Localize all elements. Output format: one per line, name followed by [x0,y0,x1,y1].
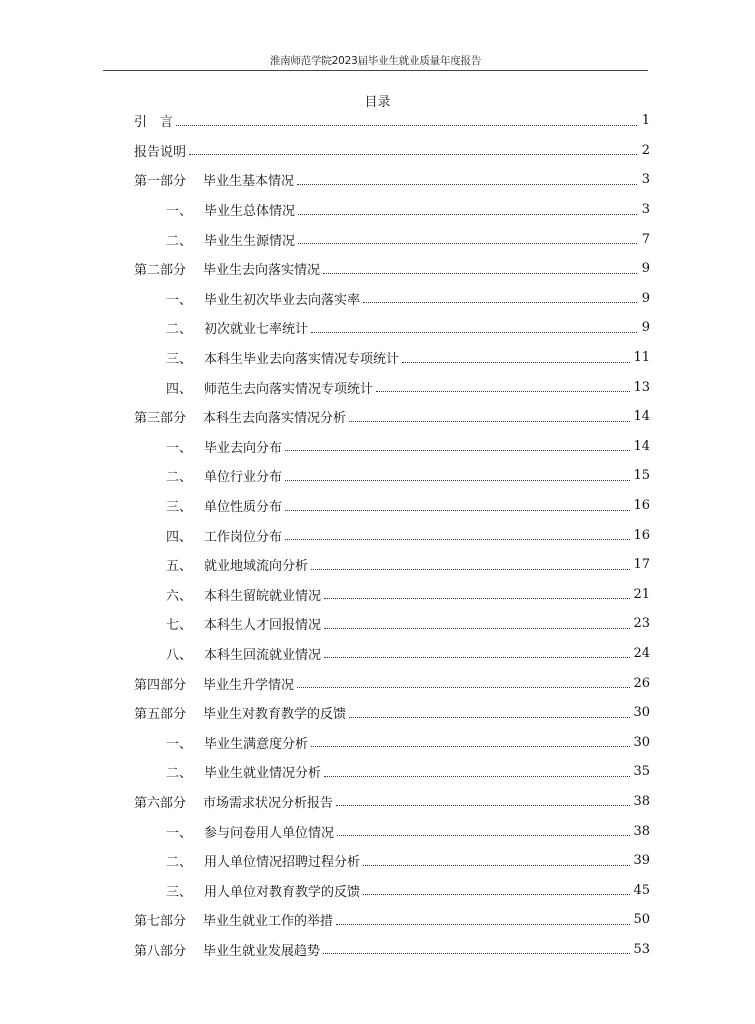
dot-leader [349,420,630,422]
toc-entry-number: 一、 [166,825,193,841]
toc-entry-label [166,496,282,515]
toc-entry-page-number: 24 [633,645,650,661]
toc-entry[interactable] [134,550,650,580]
toc-entry[interactable] [134,787,650,817]
toc-entry-label [166,822,334,841]
dot-leader [311,745,630,747]
toc-entry-number: 第七部分 [134,914,187,930]
toc-entry-page-number: 30 [633,734,650,750]
toc-entry-page-number: 11 [633,350,650,366]
dot-leader [323,952,630,954]
toc-entry-title: 本科生去向落实情况分析 [203,411,347,427]
toc-entry-label [166,526,282,545]
toc-entry-number: 四、 [166,529,193,545]
toc-entry-number: 第六部分 [134,795,187,811]
toc-entry-label [166,585,321,604]
toc-entry-page-number: 30 [633,705,650,721]
toc-entry-page-number: 35 [633,764,650,780]
toc-entry[interactable] [134,639,650,669]
dot-leader [285,538,630,540]
toc-entry-number: 三、 [166,884,193,900]
toc-entry-label [166,466,282,485]
dot-leader [298,213,637,215]
toc-entry[interactable] [134,372,650,402]
toc-entry[interactable] [134,757,650,787]
toc-entry[interactable] [134,461,650,491]
toc-entry[interactable] [134,224,650,254]
toc-entry-page-number: 16 [633,527,650,543]
toc-entry-title: 毕业生生源情况 [204,233,296,249]
toc-entry-page-number: 23 [633,616,650,632]
toc-entry-label [134,111,173,130]
toc-entry-number: 一、 [166,440,193,456]
toc-entry-label [134,792,333,811]
toc-entry-page-number: 15 [633,468,650,484]
toc-entry[interactable] [134,195,650,225]
dot-leader [324,627,630,629]
toc-entry[interactable] [134,284,650,314]
toc-entry-title: 本科生回流就业情况 [204,647,322,663]
toc-entry-title: 用人单位情况招聘过程分析 [204,855,361,871]
dot-leader [363,864,630,866]
toc-entry-title: 初次就业七率统计 [204,322,309,338]
header-rule [103,70,648,71]
toc-entry-title: 参与问卷用人单位情况 [204,825,335,841]
toc-entry[interactable] [134,136,650,166]
toc-entry[interactable] [134,816,650,846]
toc-entry[interactable] [134,491,650,521]
toc-entry-title: 毕业生升学情况 [203,677,295,693]
toc-entry-page-number: 9 [641,320,650,336]
toc-entry[interactable] [134,727,650,757]
toc-entry-page-number: 38 [633,793,650,809]
toc-entry[interactable] [134,935,650,965]
toc-entry-label [134,703,346,722]
toc-entry-label [134,141,186,160]
dot-leader [311,568,630,570]
toc-entry[interactable] [134,520,650,550]
toc-entry[interactable] [134,313,650,343]
toc-entry-label [166,851,360,870]
dot-leader [311,331,637,333]
toc-entry-page-number: 26 [633,675,650,691]
toc-entry[interactable] [134,580,650,610]
toc-entry-number: 五、 [166,559,193,575]
toc-entry-title: 毕业生就业发展趋势 [203,943,321,959]
toc-entry-label [166,200,295,219]
toc-entry-number: 四、 [166,381,193,397]
toc-entry-page-number: 53 [633,941,650,957]
toc-entry-label [166,378,373,397]
toc-entry-number: 八、 [166,647,193,663]
toc-entry-page-number: 38 [633,823,650,839]
toc-entry-page-number: 16 [633,498,650,514]
dot-leader [324,597,630,599]
table-of-contents [134,106,650,964]
toc-entry-page-number: 14 [633,409,650,425]
dot-leader [336,804,630,806]
toc-entry-label [134,407,346,426]
dot-leader [324,656,630,658]
toc-entry-page-number: 14 [633,438,650,454]
toc-entry-number: 二、 [166,470,193,486]
toc-entry-page-number: 45 [633,882,650,898]
dot-leader [176,124,637,126]
toc-entry-label [166,644,321,663]
toc-entry-title: 毕业生初次毕业去向落实率 [204,292,361,308]
toc-entry-number: 报告说明 [134,144,187,160]
toc-entry-label [166,614,321,633]
toc-entry-number: 三、 [166,352,193,368]
dot-leader [297,686,630,688]
toc-entry-number: 一、 [166,204,193,220]
toc-entry-number: 六、 [166,588,193,604]
toc-entry-label [134,940,320,959]
toc-entry-number: 第三部分 [134,411,187,427]
dot-leader [297,183,637,185]
toc-entry-page-number: 2 [641,142,650,158]
dot-leader [337,834,630,836]
toc-entry[interactable] [134,254,650,284]
toc-entry-label [134,910,333,929]
toc-entry-number: 一、 [166,292,193,308]
toc-entry-number: 二、 [166,766,193,782]
toc-entry-number: 第八部分 [134,943,187,959]
dot-leader [189,153,637,155]
toc-entry-label [134,170,294,189]
toc-entry[interactable] [134,343,650,373]
toc-entry[interactable] [134,165,650,195]
toc-entry-label [166,555,308,574]
toc-entry-label [134,674,294,693]
toc-entry-label [166,881,360,900]
toc-entry-number: 三、 [166,500,193,516]
toc-entry-title: 本科生毕业去向落实情况专项统计 [204,352,400,368]
toc-entry-label [166,230,295,249]
toc-entry-number: 第二部分 [134,263,187,279]
toc-entry-title: 就业地域流向分析 [204,559,309,575]
toc-title: 目录 [364,95,391,110]
toc-entry-number: 一、 [166,736,193,752]
dot-leader [363,301,637,303]
toc-entry-page-number: 13 [633,379,650,395]
toc-entry-number: 引 言 [134,115,174,131]
toc-entry-title: 本科生留皖就业情况 [204,588,322,604]
dot-leader [323,272,637,274]
toc-entry[interactable] [134,432,650,462]
toc-entry-title: 师范生去向落实情况专项统计 [204,381,374,397]
dot-leader [336,923,630,925]
dot-leader [376,390,630,392]
toc-entry-label [166,348,399,367]
dot-leader [285,479,630,481]
toc-entry-title: 市场需求状况分析报告 [203,795,334,811]
dot-leader [285,509,630,511]
toc-entry[interactable] [134,402,650,432]
toc-entry-title: 毕业生满意度分析 [204,736,309,752]
toc-entry-title: 毕业去向分布 [204,440,283,456]
toc-entry-number: 第一部分 [134,174,187,190]
toc-entry-page-number: 7 [641,231,650,247]
toc-entry-page-number: 3 [641,202,650,218]
toc-entry-number: 二、 [166,855,193,871]
toc-entry[interactable] [134,846,650,876]
toc-entry-label [166,733,308,752]
toc-entry-page-number: 39 [633,853,650,869]
toc-entry-title: 毕业生就业情况分析 [204,766,322,782]
toc-entry-label [166,289,360,308]
toc-entry[interactable] [134,668,650,698]
toc-entry-page-number: 21 [633,586,650,602]
toc-entry-page-number: 50 [633,912,650,928]
dot-leader [402,361,630,363]
toc-entry-title: 用人单位对教育教学的反馈 [204,884,361,900]
toc-entry-number: 二、 [166,322,193,338]
toc-entry-number: 第四部分 [134,677,187,693]
toc-entry-title: 单位行业分布 [204,470,283,486]
toc-entry-title: 毕业生总体情况 [204,204,296,220]
dot-leader [363,893,630,895]
toc-entry-title: 毕业生就业工作的举措 [203,914,334,930]
toc-entry-title: 工作岗位分布 [204,529,283,545]
toc-entry-title: 毕业生对教育教学的反馈 [203,707,347,723]
toc-entry-page-number: 3 [641,172,650,188]
toc-entry-title: 毕业生去向落实情况 [203,263,321,279]
dot-leader [285,449,630,451]
page-header: 淮南师范学院2023届毕业生就业质量年度报告 [269,55,482,67]
toc-entry-page-number: 1 [641,113,650,129]
dot-leader [298,242,637,244]
toc-entry[interactable] [134,106,650,136]
toc-entry-label [134,259,320,278]
toc-entry[interactable] [134,609,650,639]
toc-entry-title: 单位性质分布 [204,500,283,516]
dot-leader [349,716,630,718]
toc-entry-label [166,318,308,337]
toc-entry-page-number: 9 [641,261,650,277]
toc-entry[interactable] [134,905,650,935]
toc-entry-number: 第五部分 [134,707,187,723]
toc-entry-label [166,437,282,456]
toc-entry[interactable] [134,698,650,728]
toc-entry-page-number: 17 [633,557,650,573]
toc-entry-page-number: 9 [641,290,650,306]
toc-entry[interactable] [134,875,650,905]
toc-entry-title: 毕业生基本情况 [203,174,295,190]
toc-entry-number: 二、 [166,233,193,249]
toc-entry-number: 七、 [166,618,193,634]
dot-leader [324,775,630,777]
toc-entry-label [166,762,321,781]
toc-entry-title: 本科生人才回报情况 [204,618,322,634]
